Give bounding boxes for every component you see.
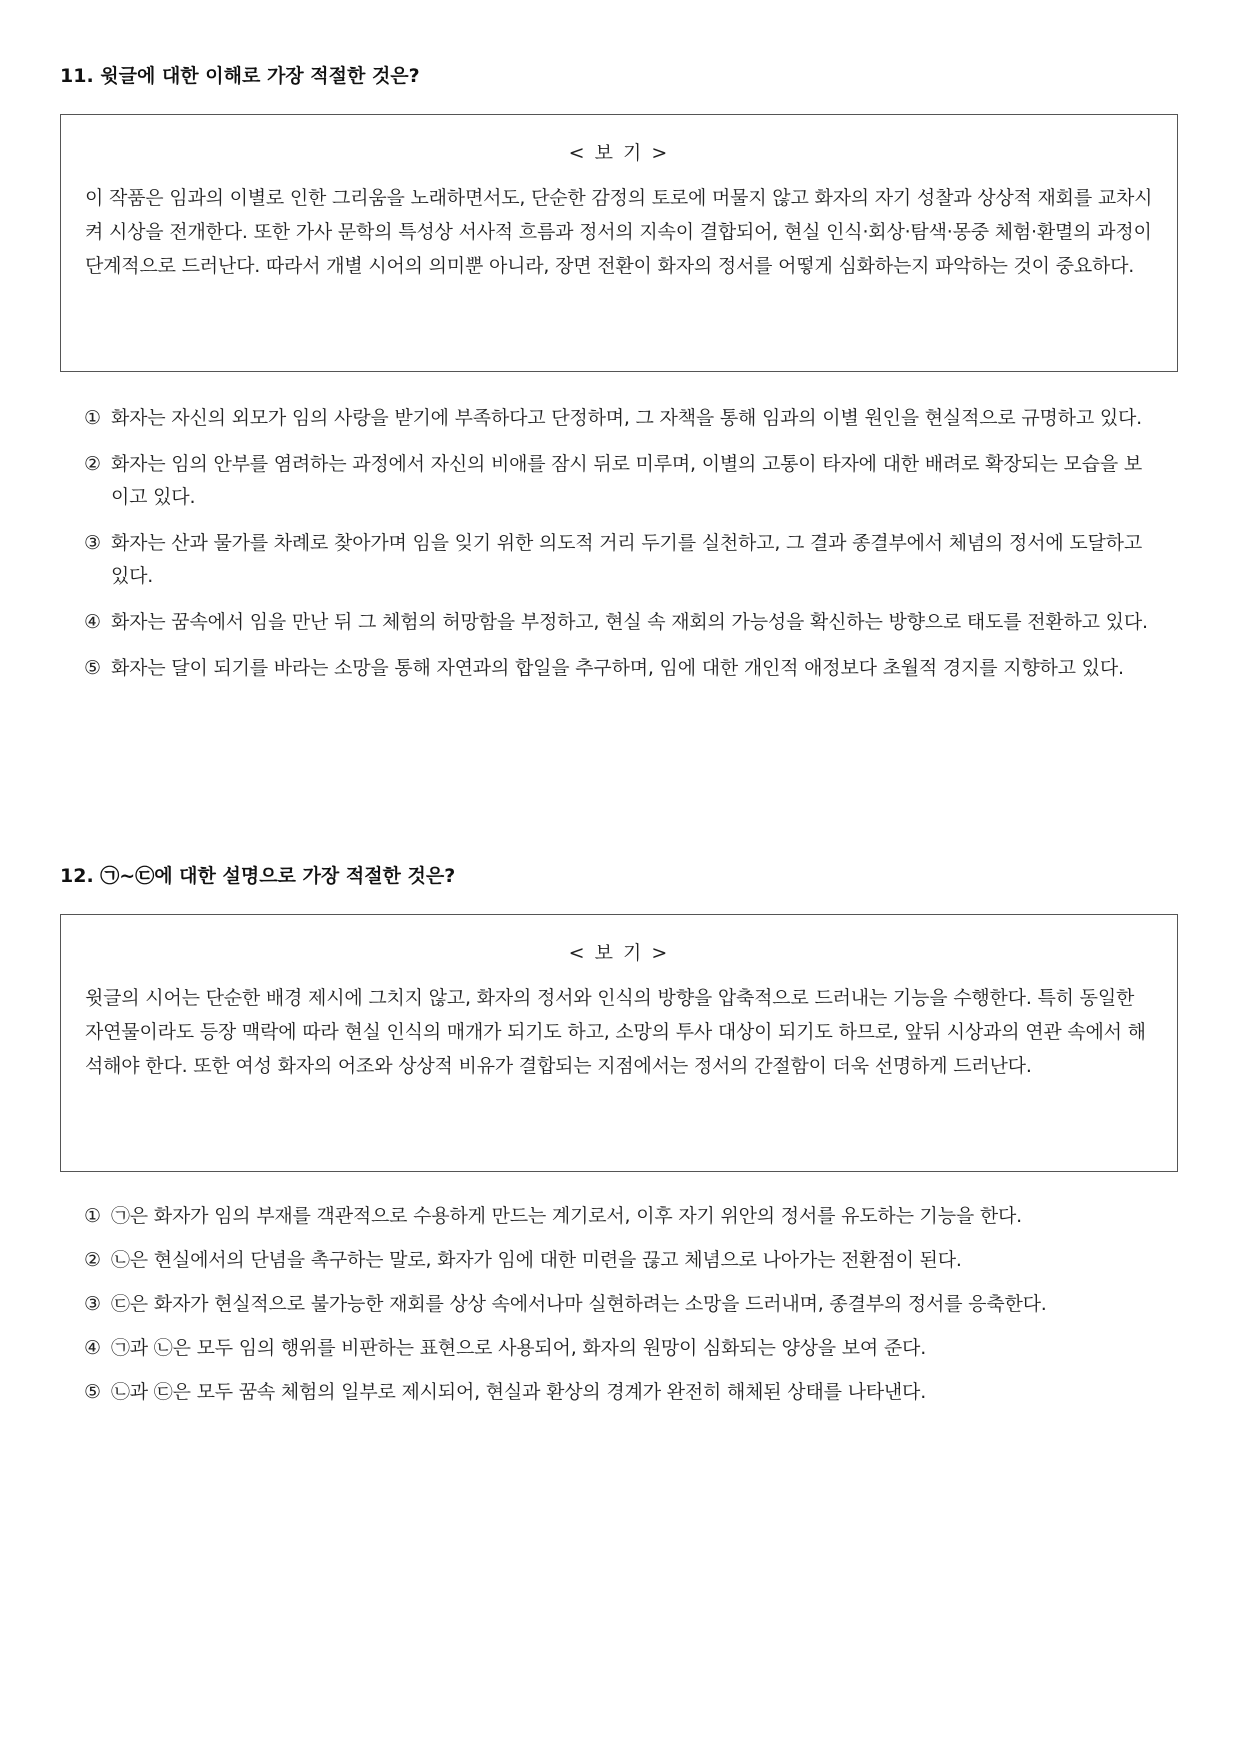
answer-choice-4[interactable]	[84, 606, 1156, 639]
question-12	[60, 862, 1180, 1420]
choice-text: 화자는 자신의 외모가 임의 사랑을 받기에 부족하다고 단정하며, 그 자책을 통해 임과의 이별 원인을 현실적으로 규명하고 있다.	[111, 407, 1142, 429]
choice-text: 화자는 산과 물가를 차례로 찾아가며 임을 잊기 위한 의도적 거리 두기를 실천하고, 그 결과 종결부에서 체념의 정서에 도달하고 있다.	[111, 532, 1142, 587]
question-11	[60, 62, 1180, 698]
answer-choice-4[interactable]	[84, 1332, 1156, 1365]
choice-number: ②	[84, 1249, 101, 1271]
answer-choices	[84, 402, 1156, 685]
choice-number: ④	[84, 1337, 101, 1359]
choice-number: ⑤	[84, 1381, 101, 1403]
choice-text: ㉢은 화자가 현실적으로 불가능한 재회를 상상 속에서나마 실현하려는 소망을 드러내며, 종결부의 정서를 응축한다.	[111, 1293, 1047, 1315]
bogi-box	[60, 914, 1178, 1172]
choice-text: ㉡과 ㉢은 모두 꿈속 체험의 일부로 제시되어, 현실과 환상의 경계가 완전히 해체된 상태를 나타낸다.	[111, 1381, 927, 1403]
answer-choice-3[interactable]	[84, 527, 1156, 593]
answer-choice-2[interactable]	[84, 1244, 1156, 1277]
choice-number: ③	[84, 1293, 101, 1315]
choice-text: 화자는 임의 안부를 염려하는 과정에서 자신의 비애를 잠시 뒤로 미루며, 이별의 고통이 타자에 대한 배려로 확장되는 모습을 보이고 있다.	[111, 453, 1142, 508]
bogi-box	[60, 114, 1178, 372]
choice-number: ④	[84, 611, 101, 633]
choice-text: 화자는 달이 되기를 바라는 소망을 통해 자연과의 합일을 추구하며, 임에 대한 개인적 애정보다 초월적 경지를 지향하고 있다.	[111, 657, 1124, 679]
choice-number: ①	[84, 1205, 101, 1227]
choice-number: ⑤	[84, 657, 101, 679]
choice-text: ㉠은 화자가 임의 부재를 객관적으로 수용하게 만드는 계기로서, 이후 자기 위안의 정서를 유도하는 기능을 한다.	[111, 1205, 1023, 1227]
answer-choice-5[interactable]	[84, 1376, 1156, 1409]
bogi-title: < 보 기 >	[568, 142, 670, 164]
answer-choice-1[interactable]	[84, 402, 1156, 435]
answer-choice-3[interactable]	[84, 1288, 1156, 1321]
choice-text: 화자는 꿈속에서 임을 만난 뒤 그 체험의 허망함을 부정하고, 현실 속 재회의 가능성을 확신하는 방향으로 태도를 전환하고 있다.	[111, 611, 1148, 633]
bogi-title: < 보 기 >	[568, 942, 670, 964]
answer-choice-1[interactable]	[84, 1200, 1156, 1233]
answer-choice-2[interactable]	[84, 448, 1156, 514]
choice-number: ③	[84, 532, 101, 554]
choice-number: ②	[84, 453, 101, 475]
answer-choice-5[interactable]	[84, 652, 1156, 685]
bogi-text: 윗글의 시어는 단순한 배경 제시에 그치지 않고, 화자의 정서와 인식의 방향을 압축적으로 드러내는 기능을 수행한다. 특히 동일한 자연물이라도 등장 맥락에 따라 현실 인식의 매개가 되기도 하고, 소망의 투사 대상이 되기도 하므로, 앞뒤 시상과의 연관 속에서 해석해야 한다. 또한 여성 화자의 어조와 상상적 비유가 결합되는 지점에서는 정서의 간절함이 더욱 선명하게 드러난다.	[85, 987, 1146, 1077]
choice-text: ㉡은 현실에서의 단념을 촉구하는 말로, 화자가 임에 대한 미련을 끊고 체념으로 나아가는 전환점이 된다.	[111, 1249, 962, 1271]
bogi-text: 이 작품은 임과의 이별로 인한 그리움을 노래하면서도, 단순한 감정의 토로에 머물지 않고 화자의 자기 성찰과 상상적 재회를 교차시켜 시상을 전개한다. 또한 가사 문학의 특성상 서사적 흐름과 정서의 지속이 결합되어, 현실 인식·회상·탐색·몽중 체험·환멸의 과정이 단계적으로 드러난다. 따라서 개별 시어의 의미뿐 아니라, 장면 전환이 화자의 정서를 어떻게 심화하는지 파악하는 것이 중요하다.	[85, 187, 1153, 277]
answer-choices	[84, 1200, 1156, 1409]
choice-text: ㉠과 ㉡은 모두 임의 행위를 비판하는 표현으로 사용되어, 화자의 원망이 심화되는 양상을 보여 준다.	[111, 1337, 927, 1359]
choice-number: ①	[84, 407, 101, 429]
question-title: 12. ㉠~㉢에 대한 설명으로 가장 적절한 것은?	[60, 865, 456, 887]
question-title: 11. 윗글에 대한 이해로 가장 적절한 것은?	[60, 65, 420, 87]
